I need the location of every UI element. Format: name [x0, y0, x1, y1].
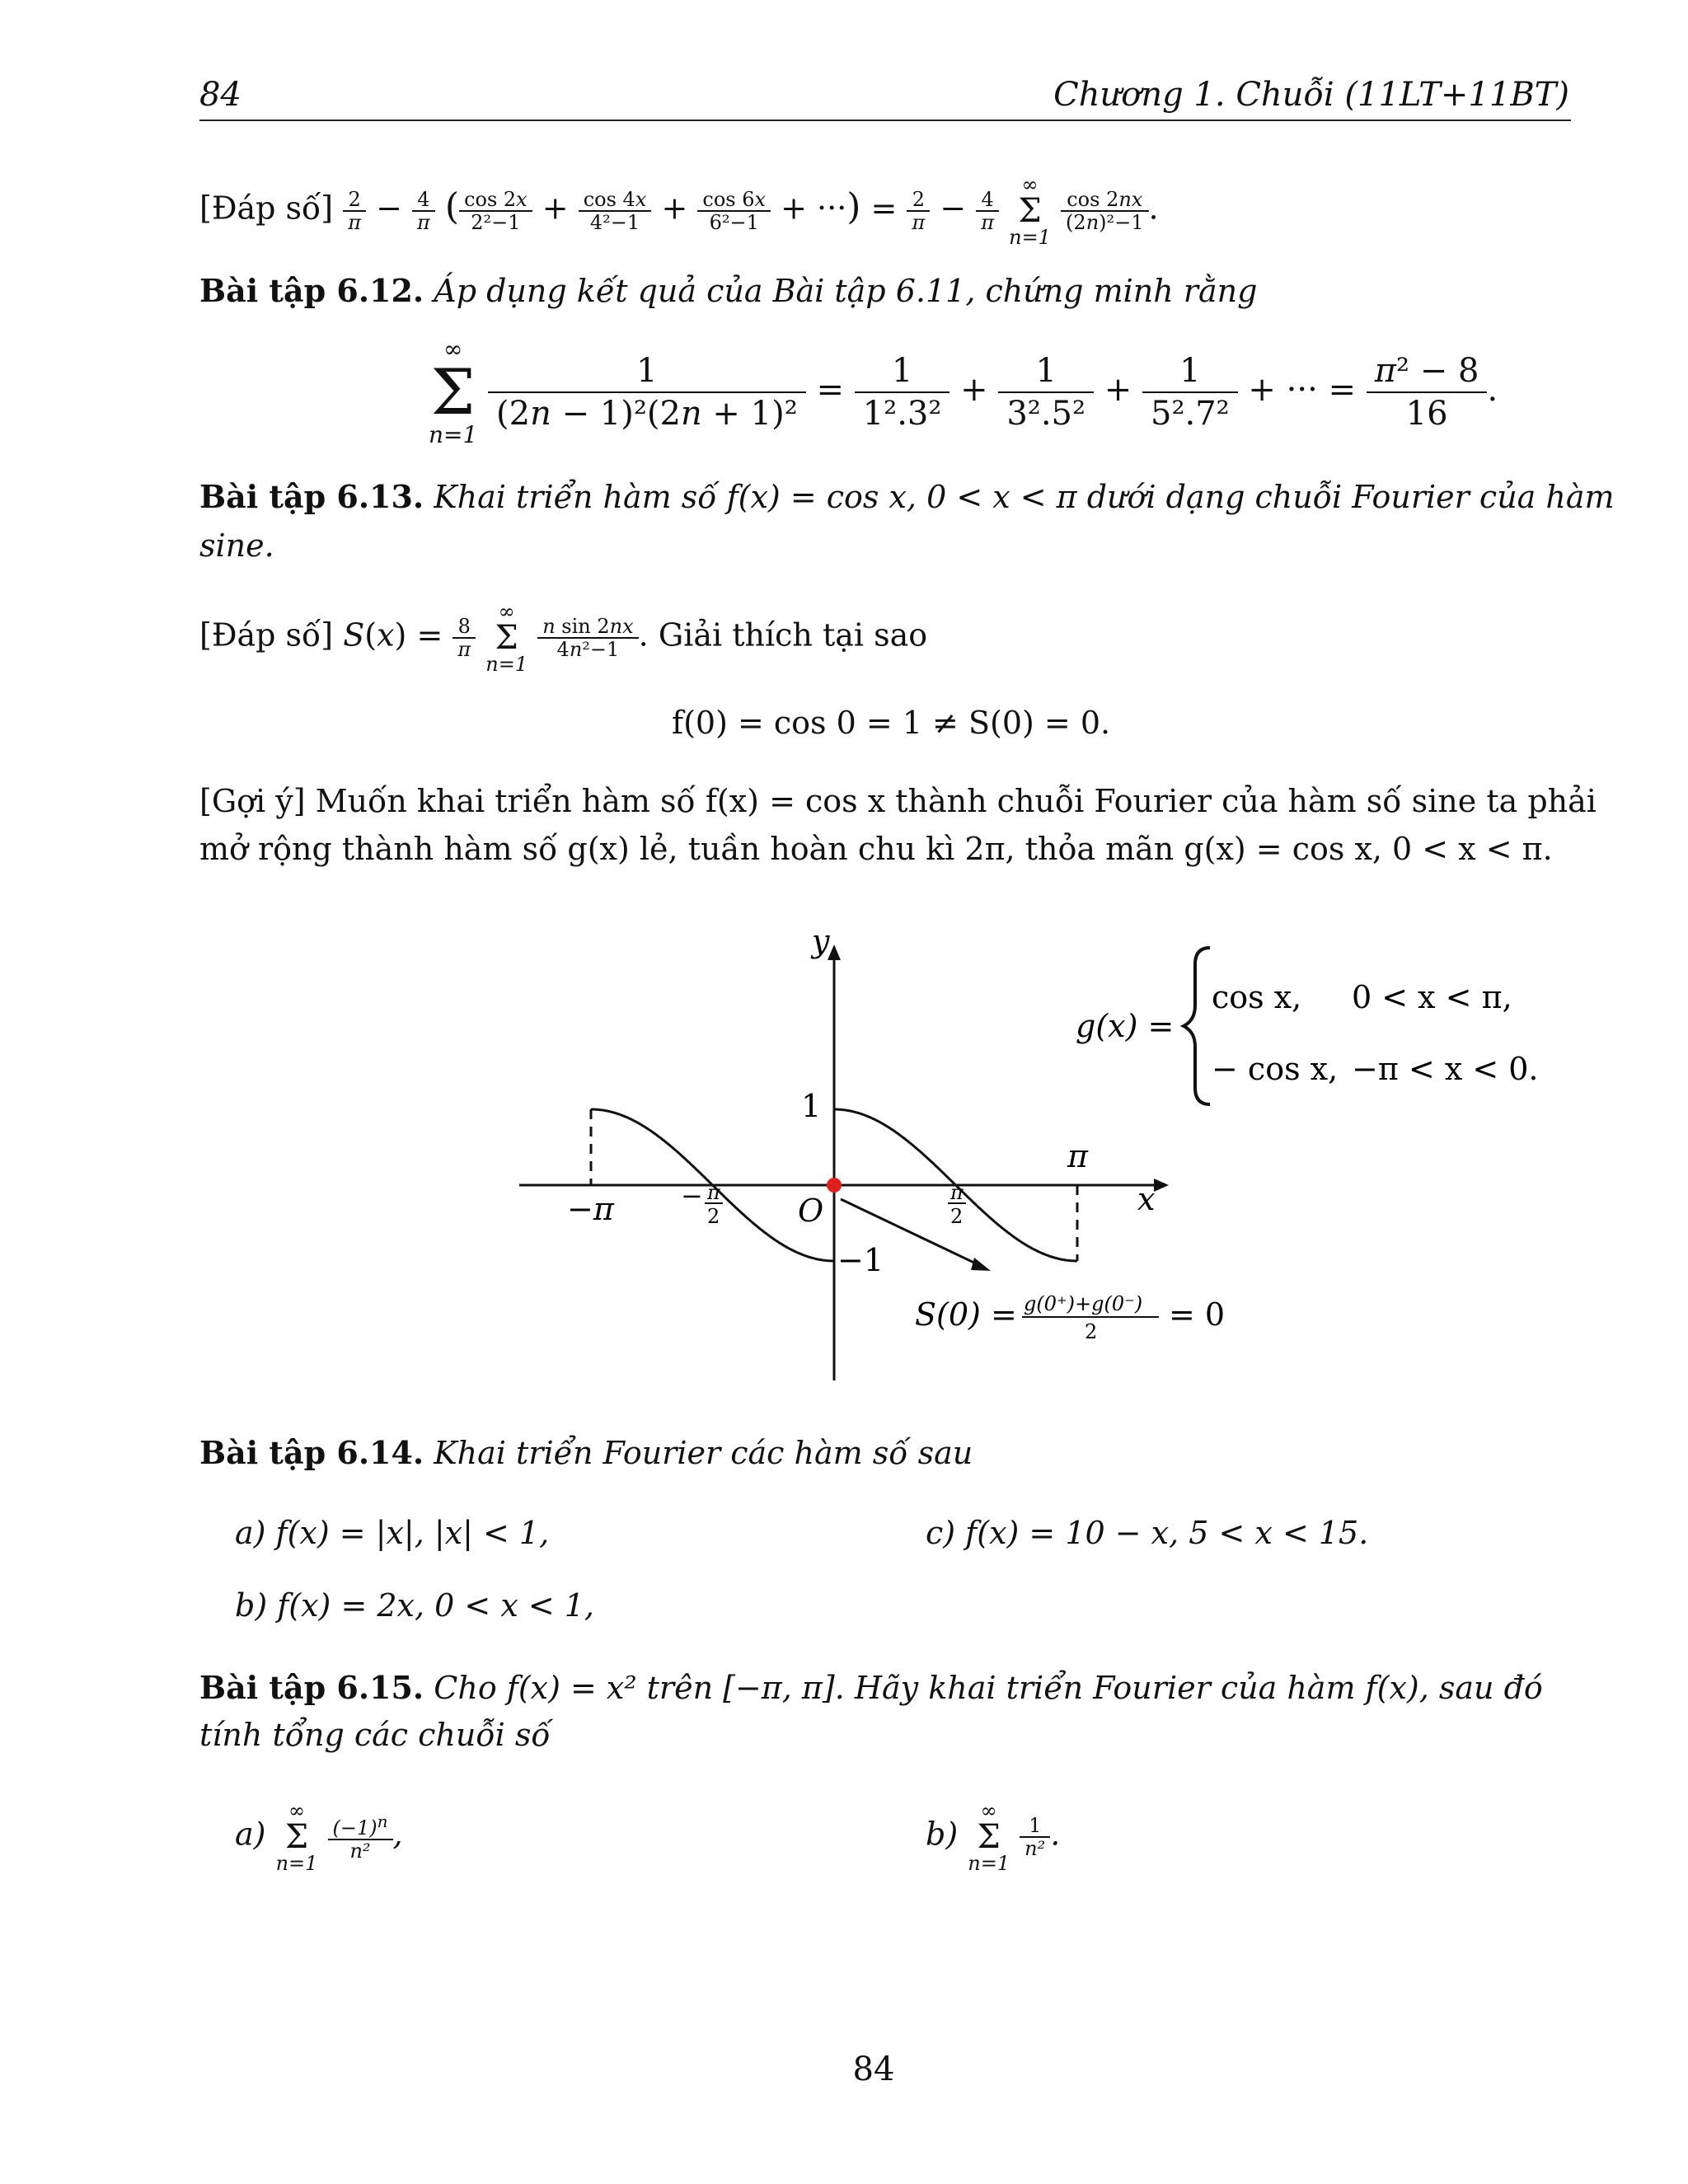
s0-label: [915, 1292, 1225, 1343]
tick-pi-label: π: [1067, 1138, 1088, 1174]
svg-text:2: 2: [1085, 1320, 1098, 1343]
tick-pi2-label: [948, 1181, 966, 1228]
x-axis-label: x: [1137, 1181, 1156, 1217]
y-axis-label: y: [812, 923, 830, 959]
exercise-label: Bài tập 6.15.: [199, 1669, 424, 1706]
answer-tag: [Đáp số]: [199, 616, 334, 654]
exercise-6-14-c: c) f(x) = 10 − x, 5 < x < 15.: [926, 1515, 1369, 1551]
svg-text:π: π: [950, 1181, 964, 1204]
svg-text:2: 2: [950, 1205, 964, 1228]
tick-1-label: 1: [801, 1088, 822, 1124]
exercise-6-15-a: a) ∞ Σ n=1 $\frac{(-1)^n}{\text{n²}}$ ,: [235, 1799, 403, 1875]
exercise-6-15-line2: tính tổng các chuỗi số: [199, 1717, 551, 1753]
exercise-text: Cho f(x) = x² trên [−π, π]. Hãy khai triển Fourier của hàm f(x), sau đó: [434, 1670, 1543, 1706]
g-def-label: g(x) =: [1076, 1008, 1175, 1044]
exercise-text: Khai triển Fourier các hàm số sau: [434, 1435, 973, 1471]
exercise-6-13-line2: sine.: [199, 527, 274, 564]
answer-tag: [Đáp số]: [199, 190, 334, 227]
exercise-6-13: [199, 478, 1615, 515]
case1-cond: 0 < x < π,: [1352, 979, 1512, 1015]
tick-minus1-label: −1: [837, 1242, 884, 1278]
svg-text:= 0: = 0: [1169, 1296, 1226, 1333]
hint-line-1: [199, 783, 1597, 819]
footer-page-number: 84: [852, 2050, 895, 2088]
case2-cond: −π < x < 0.: [1352, 1051, 1539, 1087]
case1-expr: cos x,: [1212, 979, 1302, 1015]
exercise-6-15: [199, 1669, 1543, 1706]
s0-label-text: S(0) = (g(0⁺)+g(0⁻))/2 = 0: [495, 915, 506, 916]
exercise-text: Khai triển hàm số f(x) = cos x, 0 < x < π dưới dạng chuỗi Fourier của hàm: [434, 479, 1615, 515]
piecewise-brace: [1184, 948, 1210, 1104]
exercise-6-14-a: a) f(x) = |x|, |x| < 1,: [235, 1515, 550, 1551]
svg-text:2: 2: [707, 1205, 720, 1228]
header-rule: [199, 120, 1571, 121]
hint-line-2: mở rộng thành hàm số g(x) lẻ, tuần hoàn chu kì 2π, thỏa mãn g(x) = cos x, 0 < x < π.: [199, 831, 1553, 867]
tick-minus-pi-label: −π: [567, 1191, 614, 1227]
header-chapter-title: Chương 1. Chuỗi (11LT+11BT): [1053, 76, 1569, 114]
hint-text: Muốn khai triển hàm số f(x) = cos x thành chuỗi Fourier của hàm số sine ta phải: [315, 783, 1597, 819]
svg-text:π: π: [707, 1181, 720, 1204]
exercise-label: Bài tập 6.12.: [199, 272, 424, 309]
case2-expr: − cos x,: [1212, 1051, 1339, 1087]
origin-label: O: [798, 1193, 824, 1229]
exercise-6-14-b: b) f(x) = 2x, 0 < x < 1,: [235, 1587, 594, 1624]
tick-minus-pi2-label: [681, 1180, 723, 1228]
svg-text:g(0⁺)+g(0⁻): g(0⁺)+g(0⁻): [1024, 1292, 1143, 1315]
hint-tag: [Gợi ý]: [199, 783, 306, 819]
exercise-label: Bài tập 6.13.: [199, 478, 424, 515]
exercise-6-15-b: b) ∞ Σ n=1 $\frac{1}{\text{n²}}$ .: [926, 1799, 1061, 1875]
figure-g-graph: [495, 915, 1566, 1393]
header-page-number: 84: [199, 76, 241, 114]
exercise-label: Bài tập 6.14.: [199, 1434, 424, 1471]
explain-text: Giải thích tại sao: [658, 616, 928, 654]
equation-f0: f(0) = cos 0 = 1 ≠ S(0) = 0.: [672, 705, 1111, 741]
exercise-6-12: [199, 272, 1257, 309]
svg-text:−: −: [681, 1180, 703, 1212]
exercise-text: Áp dụng kết quả của Bài tập 6.11, chứng minh rằng: [434, 273, 1258, 309]
formula-6-12: ∞ Σ n=1 $\frac{1}{\text{(2n − 1)²(2n + 1)²}}$ = $\frac{1}{\text{1².3²}}$ + $\frac{1}{\text{3².5²}}$ + $\frac{1}{\text{5².7²}}$ + ··· = $\frac{\text{π² − 8}}{16}$ .: [429, 335, 1498, 448]
exercise-6-14: [199, 1434, 973, 1471]
answer-6-11: [Đáp số] $\frac{2}{\pi}$ − $\frac{4}{\pi}$ ( $\frac{\cos 2x}{\text{2²−1}}$ + $\frac{\cos 4x}{\text{4²−1}}$ + $\frac{\cos 6x}{\text{6²−1}}$ + ···) = $\frac{2}{\pi}$ − $\frac{4}{\pi}$ ∞ Σ n=1 $\frac{\cos 2nx}{\text{(2n)²−1}}$ .: [199, 173, 1159, 249]
answer-6-13: [Đáp số] S(x) = $\frac{8}{\pi}$ ∞ Σ n=1 $\frac{\text{n sin 2nx}}{\text{4n²−1}}$ . Giải thích tại sao: [199, 600, 928, 676]
origin-point: [827, 1178, 842, 1193]
svg-text:S(0) =: S(0) =: [915, 1296, 1017, 1333]
